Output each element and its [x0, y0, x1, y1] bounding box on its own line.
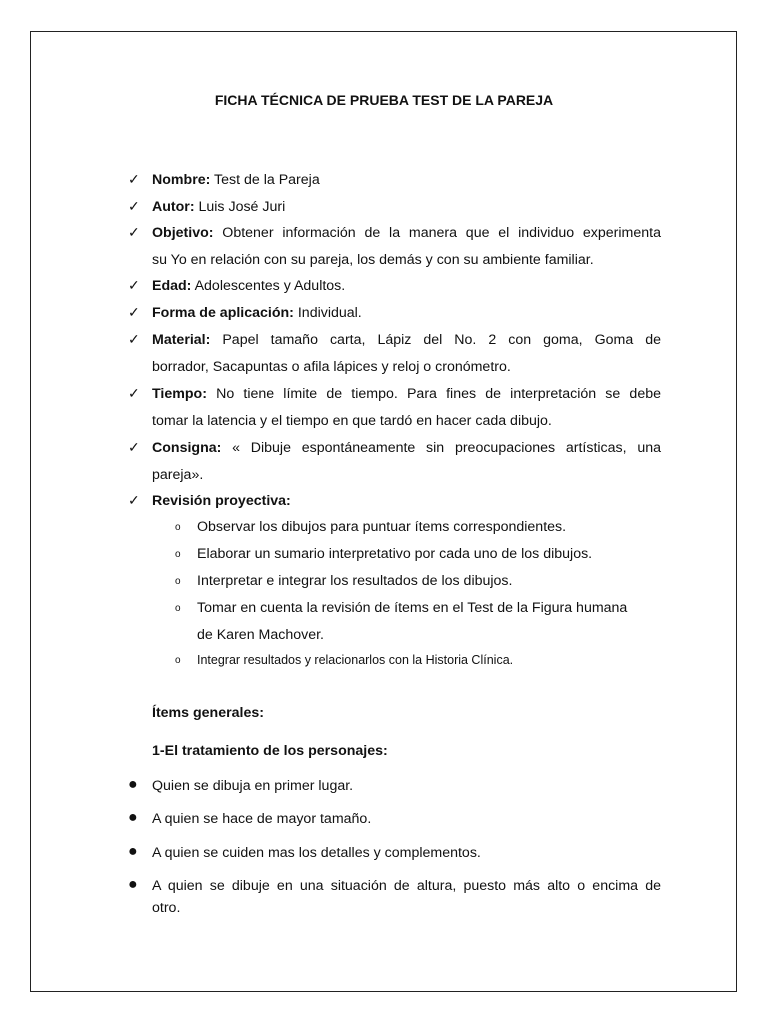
field-label: Nombre: — [152, 172, 211, 188]
sub-item: Observar los dibujos para puntuar ítems correspondientes. — [197, 519, 567, 535]
field-value: Individual. — [293, 305, 362, 321]
field-value: « Dibuje espontáneamente sin preocupaciones artísticas, una — [221, 440, 661, 456]
field-material — [152, 332, 661, 348]
list-item: Quien se dibuja en primer lugar. — [152, 778, 354, 794]
document-title: FICHA TÉCNICA DE PRUEBA TEST DE LA PAREJA — [214, 92, 554, 108]
field-label: Objetivo: — [152, 225, 214, 241]
field-material-cont: borrador, Sacapuntas o afila lápices y reloj o cronómetro. — [152, 359, 511, 375]
field-objetivo-cont: su Yo en relación con su pareja, los demás y con su ambiente familiar. — [152, 252, 594, 268]
check-icon: ✓ — [128, 492, 140, 508]
field-consigna — [152, 440, 661, 456]
sub-item: Interpretar e integrar los resultados de los dibujos. — [197, 573, 513, 589]
section-heading: Ítems generales: — [152, 705, 264, 721]
bullet-icon: ● — [128, 876, 138, 893]
circle-bullet-icon: o — [175, 522, 181, 533]
sub-item-cont: de Karen Machover. — [197, 627, 324, 643]
sub-item: Elaborar un sumario interpretativo por cada uno de los dibujos. — [197, 546, 593, 562]
field-value: Papel tamaño carta, Lápiz del No. 2 con goma, Goma de — [210, 332, 661, 348]
circle-bullet-icon: o — [175, 549, 181, 560]
field-value: Adolescentes y Adultos. — [191, 278, 346, 294]
check-icon: ✓ — [128, 385, 140, 401]
field-label: Edad: — [152, 278, 192, 294]
check-icon: ✓ — [128, 171, 140, 187]
field-forma — [152, 305, 362, 321]
field-nombre — [152, 172, 320, 188]
field-edad — [152, 278, 345, 294]
circle-bullet-icon: o — [175, 576, 181, 587]
circle-bullet-icon: o — [175, 603, 181, 614]
circle-bullet-icon: o — [175, 655, 181, 666]
field-label: Revisión proyectiva: — [152, 493, 291, 509]
bullet-icon: ● — [128, 809, 138, 826]
bullet-icon: ● — [128, 843, 138, 860]
check-icon: ✓ — [128, 277, 140, 293]
field-value: Test de la Pareja — [210, 172, 320, 188]
check-icon: ✓ — [128, 439, 140, 455]
bullet-icon: ● — [128, 776, 138, 793]
sub-item: Integrar resultados y relacionarlos con la Historia Clínica. — [197, 653, 514, 667]
field-label: Forma de aplicación: — [152, 305, 294, 321]
field-value: Luis José Juri — [194, 199, 286, 215]
check-icon: ✓ — [128, 224, 140, 240]
field-value: Obtener información de la manera que el individuo experimenta — [213, 225, 661, 241]
list-item: A quien se dibuje en una situación de altura, puesto más alto o encima de — [152, 878, 661, 894]
check-icon: ✓ — [128, 304, 140, 320]
field-label: Consigna: — [152, 440, 222, 456]
field-value: No tiene límite de tiempo. Para fines de interpretación se debe — [206, 386, 661, 402]
field-tiempo — [152, 386, 661, 402]
sub-item: Tomar en cuenta la revisión de ítems en el Test de la Figura humana — [197, 600, 628, 616]
check-icon: ✓ — [128, 198, 140, 214]
field-autor — [152, 199, 285, 215]
field-consigna-cont: pareja». — [152, 467, 204, 483]
list-item: A quien se cuiden mas los detalles y complementos. — [152, 845, 481, 861]
subsection-heading: 1-El tratamiento de los personajes: — [152, 743, 388, 759]
list-item: A quien se hace de mayor tamaño. — [152, 811, 372, 827]
field-revision — [152, 493, 291, 509]
field-tiempo-cont: tomar la latencia y el tiempo en que tardó en hacer cada dibujo. — [152, 413, 552, 429]
list-item-cont: otro. — [152, 900, 181, 916]
field-objetivo — [152, 225, 661, 241]
field-label: Tiempo: — [152, 386, 207, 402]
check-icon: ✓ — [128, 331, 140, 347]
field-label: Material: — [152, 332, 211, 348]
field-label: Autor: — [152, 199, 195, 215]
